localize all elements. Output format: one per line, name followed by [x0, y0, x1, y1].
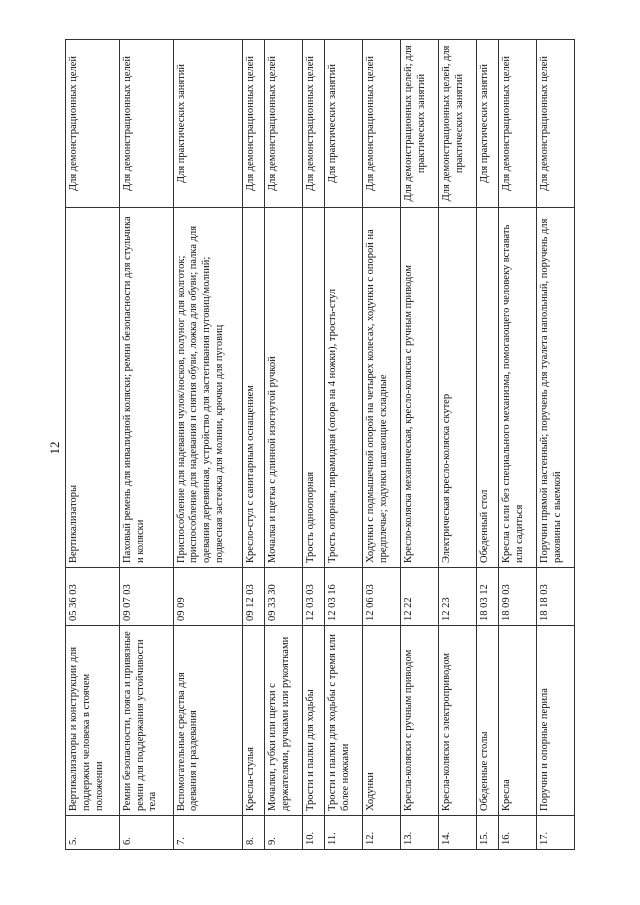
classification-code-cell: 09 33 30 — [265, 568, 303, 626]
description-cell: Трость опорная, пирамидная (опора на 4 ножки), трость-стул — [325, 208, 363, 568]
row-number-cell: 13. — [401, 816, 439, 850]
classification-code-cell: 12 03 16 — [325, 568, 363, 626]
description-cell: Мочалка и щетка с длинной изогнутой ручкой — [265, 208, 303, 568]
table-row — [536, 40, 574, 850]
row-number-cell: 15. — [476, 816, 498, 850]
category-name-cell: Кресла-стулья — [243, 626, 265, 816]
category-name-cell: Трости и палки для ходьбы — [303, 626, 325, 816]
category-name-cell: Кресла-коляски с ручным приводом — [401, 626, 439, 816]
category-name-cell: Трости и палки для ходьбы с тремя или более ножками — [325, 626, 363, 816]
table-body — [66, 40, 575, 850]
category-name-cell: Ремни безопасности, пояса и привязные ремни для поддержания устойчивости тела — [119, 626, 173, 816]
row-number-cell: 14. — [439, 816, 477, 850]
purpose-cell: Для демонстрационных целей — [119, 40, 173, 208]
row-number-cell: 17. — [536, 816, 574, 850]
purpose-cell: Для демонстрационных целей; для практических занятий — [401, 40, 439, 208]
purpose-cell: Для практических занятий — [173, 40, 243, 208]
classification-code-cell: 09 07 03 — [119, 568, 173, 626]
table-row — [499, 40, 537, 850]
category-name-cell: Вертикализаторы и конструкции для поддержки человека в стоячем положении — [66, 626, 120, 816]
row-number-cell: 5. — [66, 816, 120, 850]
table-row — [119, 40, 173, 850]
table-row — [363, 40, 401, 850]
table-row — [401, 40, 439, 850]
description-cell: Вертикализаторы — [66, 208, 120, 568]
category-name-cell: Вспомогательные средства для одевания и раздевания — [173, 626, 243, 816]
row-number-cell: 6. — [119, 816, 173, 850]
classification-code-cell: 05 36 03 — [66, 568, 120, 626]
description-cell: Кресло-коляска механическая, кресло-коляска с ручным приводом — [401, 208, 439, 568]
row-number-cell: 10. — [303, 816, 325, 850]
category-name-cell: Ходунки — [363, 626, 401, 816]
purpose-cell: Для демонстрационных целей, для практических занятий — [439, 40, 477, 208]
category-name-cell: Кресла-коляски с электроприводом — [439, 626, 477, 816]
description-cell: Поручни прямой настенный; поручень для туалета напольный, поручень для раковины с выемкой — [536, 208, 574, 568]
table-row — [243, 40, 265, 850]
purpose-cell: Для практических занятий — [325, 40, 363, 208]
table-row — [476, 40, 498, 850]
page-number: 12 — [47, 441, 62, 455]
description-cell: Приспособление для надевания чулок/носков, полуног для колготок; приспособление для надевания и снятия обуви, ложка для обуви; палка для одевания деревянная, устройство для застегивания пуговиц/молний; подвесная застежка для молнии, крючки для пуговиц — [173, 208, 243, 568]
classification-code-cell: 09 09 — [173, 568, 243, 626]
category-name-cell: Поручни и опорные перила — [536, 626, 574, 816]
category-name-cell: Мочалки, губки или щетки с держателями, ручками или рукоятками — [265, 626, 303, 816]
description-cell: Кресло-стул с санитарным оснащением — [243, 208, 265, 568]
classification-code-cell: 09 12 03 — [243, 568, 265, 626]
table-row — [66, 40, 120, 850]
category-name-cell: Обеденные столы — [476, 626, 498, 816]
classification-code-cell: 12 03 03 — [303, 568, 325, 626]
purpose-cell: Для практических занятий — [476, 40, 498, 208]
row-number-cell: 8. — [243, 816, 265, 850]
table-row — [325, 40, 363, 850]
purpose-cell: Для демонстрационных целей — [303, 40, 325, 208]
purpose-cell: Для демонстрационных целей — [363, 40, 401, 208]
description-cell: Ходунки с подмышечной опорой на четырех колесах, ходунки с опорой на предплечье; ходунки шагающие складные — [363, 208, 401, 568]
row-number-cell: 9. — [265, 816, 303, 850]
description-cell: Электрическая кресло-коляска скутер — [439, 208, 477, 568]
table-row — [439, 40, 477, 850]
purpose-cell: Для демонстрационных целей — [536, 40, 574, 208]
purpose-cell: Для демонстрационных целей — [499, 40, 537, 208]
rotated-page-content — [65, 40, 575, 850]
purpose-cell: Для демонстрационных целей — [265, 40, 303, 208]
classification-code-cell: 12 06 03 — [363, 568, 401, 626]
table-row — [173, 40, 243, 850]
description-cell: Обеденный стол — [476, 208, 498, 568]
description-cell: Паховый ремень для инвалидной коляски; ремни безопасности для стульчика и коляски — [119, 208, 173, 568]
classification-code-cell: 18 03 12 — [476, 568, 498, 626]
description-cell: Кресла с или без специального механизма, помогающего человеку вставать или садиться — [499, 208, 537, 568]
classification-code-cell: 12 22 — [401, 568, 439, 626]
row-number-cell: 11. — [325, 816, 363, 850]
purpose-cell: Для демонстрационных целей — [66, 40, 120, 208]
row-number-cell: 12. — [363, 816, 401, 850]
table-row — [265, 40, 303, 850]
purpose-cell: Для демонстрационных целей — [243, 40, 265, 208]
table-row — [303, 40, 325, 850]
classification-code-cell: 18 09 03 — [499, 568, 537, 626]
classification-code-cell: 12 23 — [439, 568, 477, 626]
classification-code-cell: 18 18 03 — [536, 568, 574, 626]
row-number-cell: 7. — [173, 816, 243, 850]
equipment-table — [65, 39, 575, 850]
description-cell: Трость одноопорная — [303, 208, 325, 568]
category-name-cell: Кресла — [499, 626, 537, 816]
row-number-cell: 16. — [499, 816, 537, 850]
